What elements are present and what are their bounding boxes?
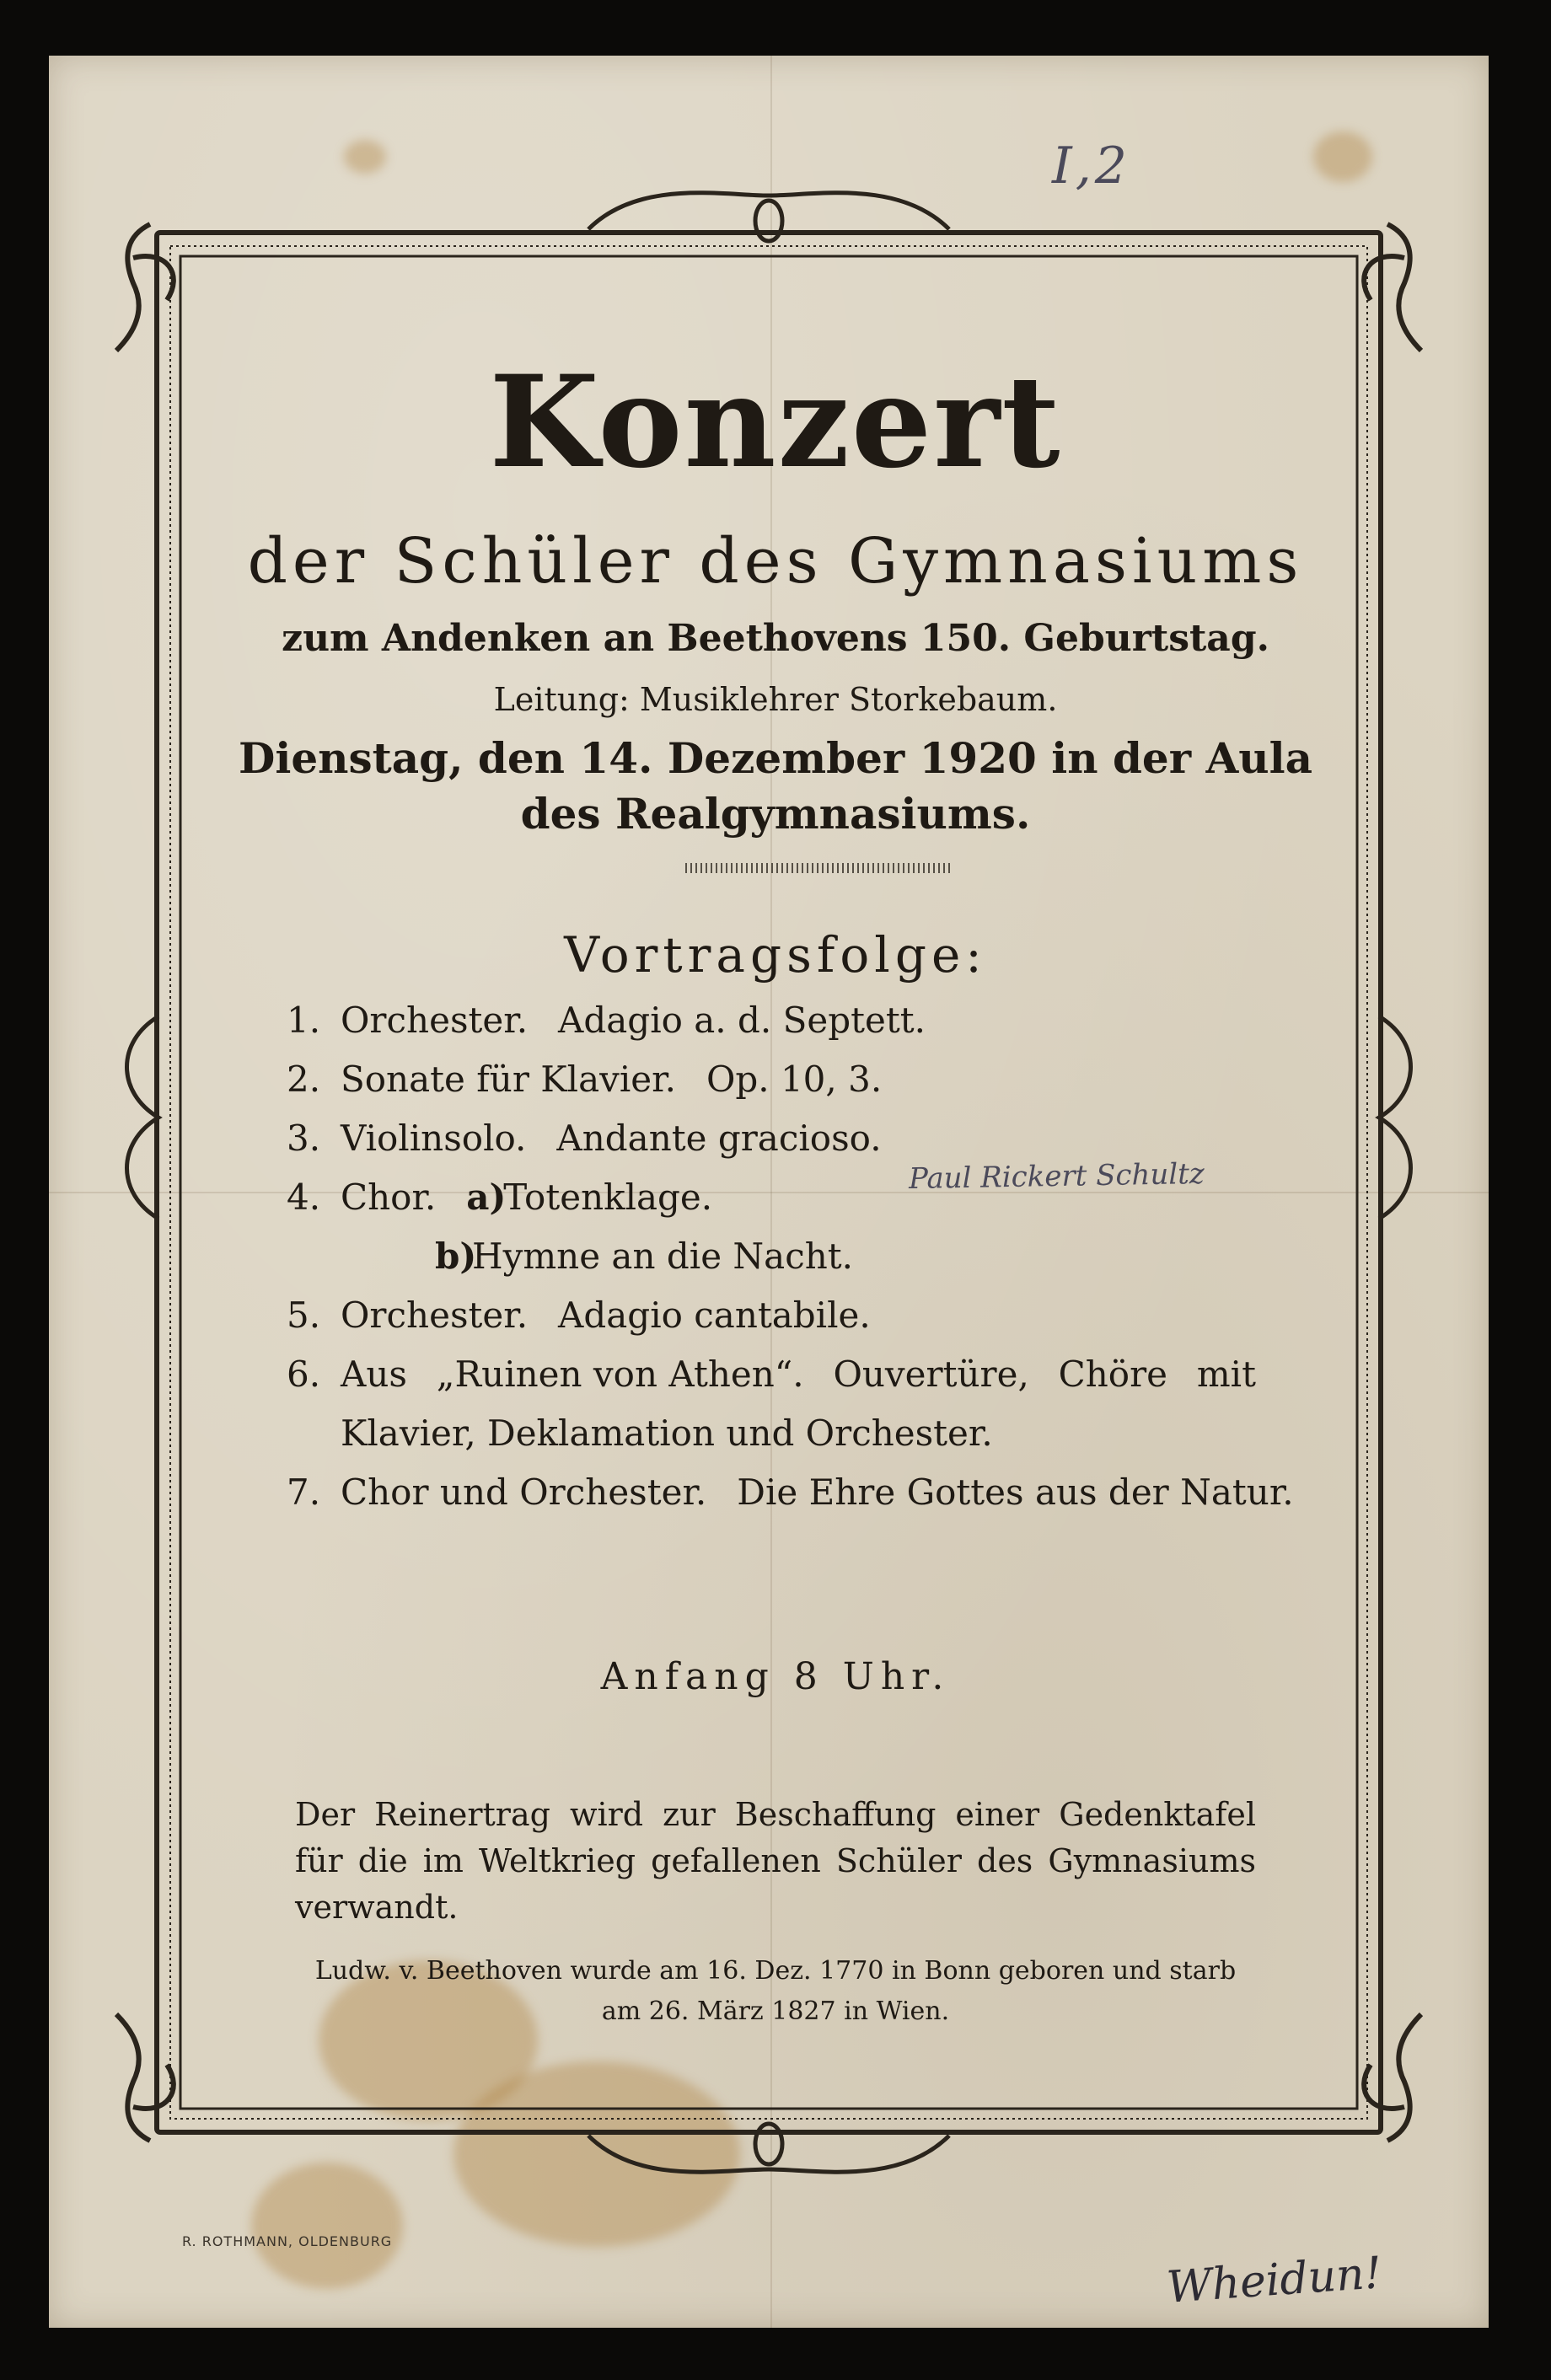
item-number: 1. [287,1000,321,1041]
item-title: Chor. [341,1177,437,1218]
item-piece: Adagio a. d. Septett. [558,1000,926,1041]
item-number: 5. [287,1295,321,1336]
program-item-continuation [287,1412,1310,1454]
item-word: „Ruinen von Athen“. [436,1353,804,1395]
beethoven-bio-line-1: Ludw. v. Beethoven wurde am 16. Dez. 1770 in Bonn geboren und starb [314,1956,1237,1986]
direction-line: Leitung: Musiklehrer Storkebaum. [493,681,1058,718]
divider-ornament [685,863,952,873]
start-time: Anfang 8 Uhr. [600,1655,951,1698]
item-line-justified [341,1353,1256,1395]
archive-mark: I,2 [1052,137,1130,196]
item-title: Orchester. [341,1295,529,1336]
concert-title: Konzert [489,348,1062,496]
item-piece: Totenklage. [503,1177,713,1218]
item-piece: Die Ehre Gottes aus der Natur. [737,1471,1294,1513]
printer-imprint: R. ROTHMANN, OLDENBURG [182,2233,393,2249]
item-word: Aus [341,1353,407,1395]
item-title: Chor und Orchester. [341,1471,707,1513]
subtitle: der Schüler des Gymnasiums [247,525,1304,598]
program-heading: Vortragsfolge: [564,926,987,984]
program-item [287,1000,1256,1041]
concert-program-sheet [49,56,1489,2328]
program-item [287,1353,1256,1395]
item-word: mit [1196,1353,1256,1395]
item-piece: Op. 10, 3. [706,1059,883,1100]
item-piece: Hymne an die Nacht. [472,1236,853,1277]
item-piece: Andante gracioso. [556,1118,882,1159]
item-number: 2. [287,1059,321,1100]
handwritten-performer-note: Paul Rickert Schultz [908,1156,1205,1197]
date-line: Dienstag, den 14. Dezember 1920 in der Aula [238,733,1313,783]
beethoven-bio-line-2: am 26. März 1827 in Wien. [601,1997,950,2026]
proceeds-note-text: Der Reinertrag wird zur Beschaffung einer Gedenktafel für die im Weltkrieg gefallenen Schüler des Gymnasiums verwandt. [295,1796,1256,1927]
occasion: zum Andenken an Beethovens 150. Geburtstag. [282,617,1269,660]
item-word: Ouvertüre, [833,1353,1029,1395]
program-item [287,1471,1294,1513]
item-title: Violinsolo. [341,1118,527,1159]
item-sub-label: b) [435,1236,477,1277]
item-number: 7. [287,1471,321,1513]
item-word: Chöre [1058,1353,1168,1395]
item-title: Sonate für Klavier. [341,1059,676,1100]
program-item [287,1295,1256,1336]
item-number: 4. [287,1177,321,1218]
program-item [287,1118,1256,1159]
handwritten-signature: Wheidun! [1165,2248,1384,2313]
venue-line: des Realgymnasiums. [520,789,1031,839]
item-number: 3. [287,1118,321,1159]
program-item [287,1059,1256,1100]
item-title: Orchester. [341,1000,529,1041]
item-number: 6. [287,1353,321,1395]
item-sub-label: a) [466,1177,507,1218]
program-subitem [287,1236,1404,1277]
item-piece: Adagio cantabile. [558,1295,871,1336]
item-piece: Klavier, Deklamation und Orchester. [341,1412,993,1454]
